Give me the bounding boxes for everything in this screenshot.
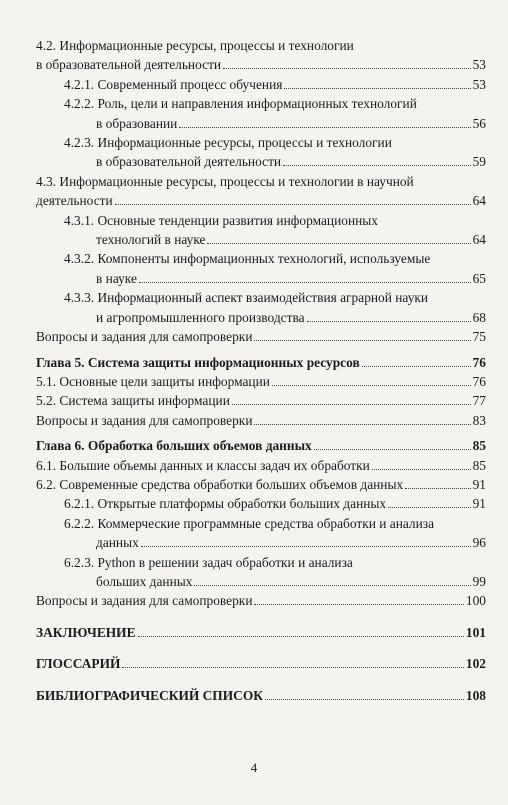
toc-entry-title: 4.2.1. Современный процесс обучения <box>64 76 283 92</box>
toc-entry-title: 4.2.3. Информационные ресурсы, процессы и технологии <box>64 135 392 151</box>
toc-entry-page: 85 <box>472 457 486 473</box>
dot-leader <box>314 449 471 450</box>
dot-leader <box>179 127 470 128</box>
toc-entry-title: ГЛОССАРИЙ <box>36 656 121 672</box>
toc-entry-title: Глава 6. Обработка больших объемов данных <box>36 438 312 454</box>
toc-entry[interactable] <box>36 456 486 475</box>
toc-entry[interactable] <box>36 411 486 430</box>
dot-leader <box>265 699 464 700</box>
toc-entry-title: в образовательной деятельности <box>96 154 282 170</box>
toc-entry[interactable] <box>64 211 486 250</box>
dot-leader <box>141 546 471 547</box>
toc-entry-title: ЗАКЛЮЧЕНИЕ <box>36 624 136 640</box>
dot-leader <box>283 165 471 166</box>
toc-entry-page: 102 <box>465 656 486 672</box>
toc-entry[interactable] <box>36 36 486 75</box>
toc-entry-page: 75 <box>472 329 486 345</box>
toc-entry-title: 5.2. Система защиты информации <box>36 393 230 409</box>
toc-entry-title: Вопросы и задания для самопроверки <box>36 593 253 609</box>
toc-entry-title: в образовательной деятельности <box>36 57 222 73</box>
toc-entry[interactable] <box>36 591 486 610</box>
toc-entry-title: в науке <box>96 270 137 286</box>
toc-entry-title: 6.2. Современные средства обработки больших объемов данных <box>36 476 404 492</box>
toc-entry-title: 6.1. Большие объемы данных и классы задач их обработки <box>36 457 370 473</box>
toc-entry-title: Глава 5. Система защиты информационных ресурсов <box>36 354 360 370</box>
toc-entry-page: 101 <box>465 624 486 640</box>
toc-entry-title: 4.2.2. Роль, цели и направления информационных технологий <box>64 96 417 112</box>
toc-entry[interactable] <box>64 94 486 133</box>
dot-leader <box>254 604 463 605</box>
toc-entry-page: 59 <box>472 154 486 170</box>
toc-entry[interactable] <box>36 475 486 494</box>
toc-entry-title: 4.3.3. Информационный аспект взаимодействия аграрной науки <box>64 290 429 306</box>
toc-entry[interactable] <box>64 133 486 172</box>
toc-entry-title: 4.3.1. Основные тенденции развития информационных <box>64 212 378 228</box>
toc-entry-title: деятельности <box>36 193 113 209</box>
dot-leader <box>194 585 470 586</box>
toc-entry-page: 76 <box>472 354 486 370</box>
toc-entry-page: 53 <box>472 76 486 92</box>
dot-leader <box>307 321 471 322</box>
page-number: 4 <box>250 760 258 775</box>
dot-leader <box>284 88 470 89</box>
dot-leader <box>122 667 463 668</box>
toc-entry[interactable] <box>64 288 486 327</box>
toc-entry-page: 65 <box>472 270 486 286</box>
toc-entry[interactable] <box>64 553 486 592</box>
toc-entry-page: 64 <box>472 193 486 209</box>
toc-entry[interactable] <box>64 249 486 288</box>
toc-entry-title: Вопросы и задания для самопроверки <box>36 329 253 345</box>
toc-entry-page: 99 <box>472 573 486 589</box>
toc-entry-title: 4.3. Информационные ресурсы, процессы и технологии в научной <box>36 173 414 189</box>
toc-entry-page: 91 <box>472 496 486 512</box>
toc-entry-page: 85 <box>472 438 486 454</box>
toc-entry-title: Вопросы и задания для самопроверки <box>36 412 253 428</box>
toc-entry-page: 96 <box>472 535 486 551</box>
toc-entry-title: БИБЛИОГРАФИЧЕСКИЙ СПИСОК <box>36 687 263 703</box>
toc-entry-page: 91 <box>472 476 486 492</box>
toc-entry[interactable] <box>36 372 486 391</box>
toc-entry-title: 4.3.2. Компоненты информационных технологий, используемые <box>64 251 431 267</box>
dot-leader <box>254 340 470 341</box>
toc-entry[interactable] <box>64 494 486 513</box>
toc-entry[interactable] <box>36 172 486 211</box>
dot-leader <box>232 404 471 405</box>
toc-entry-page: 53 <box>472 57 486 73</box>
toc-entry[interactable] <box>36 686 486 705</box>
toc-entry[interactable] <box>36 654 486 673</box>
toc-entry-title: данных <box>96 535 139 551</box>
toc-entry[interactable] <box>64 514 486 553</box>
dot-leader <box>138 636 464 637</box>
toc-entry-page: 76 <box>472 373 486 389</box>
dot-leader <box>372 469 471 470</box>
toc-entry-title: 5.1. Основные цели защиты информации <box>36 373 270 389</box>
toc-entry-page: 64 <box>472 232 486 248</box>
toc-entry-page: 83 <box>472 412 486 428</box>
toc-entry-title: и агропромышленного производства <box>96 309 305 325</box>
toc-entry-page: 100 <box>465 593 486 609</box>
dot-leader <box>405 488 470 489</box>
toc-entry[interactable] <box>36 353 486 372</box>
toc-entry-title: 6.2.3. Python в решении задач обработки и анализа <box>64 554 353 570</box>
toc-entry-page: 77 <box>472 393 486 409</box>
toc-entry-title: 6.2.1. Открытые платформы обработки больших данных <box>64 496 387 512</box>
table-of-contents <box>0 36 508 705</box>
toc-entry-page: 108 <box>465 687 486 703</box>
toc-entry-title: больших данных <box>96 573 193 589</box>
dot-leader <box>388 507 471 508</box>
dot-leader <box>139 282 471 283</box>
toc-entry-page: 68 <box>472 309 486 325</box>
toc-entry[interactable] <box>64 75 486 94</box>
toc-entry-title: 6.2.2. Коммерческие программные средства обработки и анализа <box>64 515 435 531</box>
toc-entry-title: в образовании <box>96 115 178 131</box>
dot-leader <box>207 243 470 244</box>
toc-entry[interactable] <box>36 623 486 642</box>
dot-leader <box>254 424 470 425</box>
toc-entry-title: технологий в науке <box>96 232 206 248</box>
dot-leader <box>272 385 471 386</box>
toc-entry[interactable] <box>36 391 486 410</box>
toc-entry[interactable] <box>36 327 486 346</box>
dot-leader <box>362 366 471 367</box>
dot-leader <box>115 204 471 205</box>
dot-leader <box>223 68 471 69</box>
toc-entry-page: 56 <box>472 115 486 131</box>
toc-entry[interactable] <box>36 436 486 455</box>
toc-entry-title: 4.2. Информационные ресурсы, процессы и технологии <box>36 38 354 53</box>
